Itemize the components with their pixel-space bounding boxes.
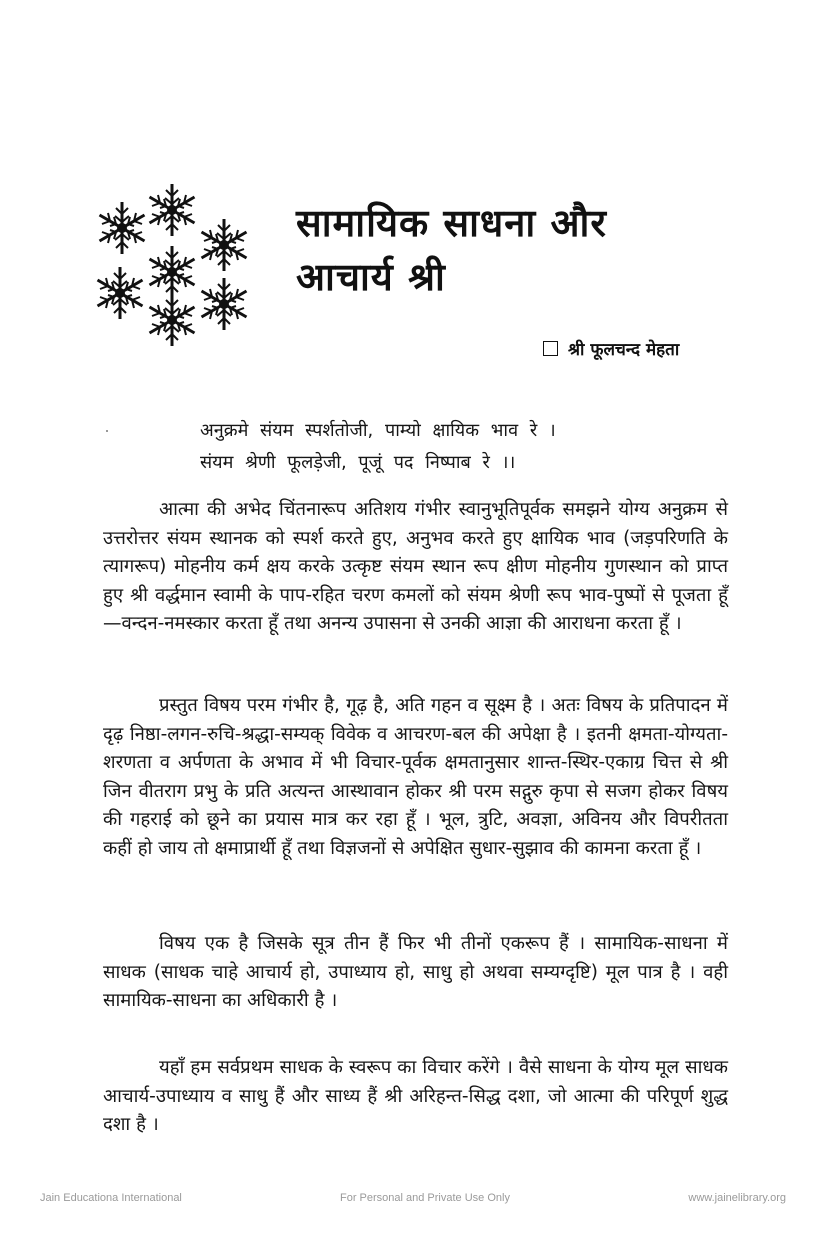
paragraph-2: प्रस्तुत विषय परम गंभीर है, गूढ़ है, अति गहन व सूक्ष्म है । अतः विषय के प्रतिपादन में दृढ़ निष्ठा-लगन-रुचि-श्रद्धा-सम्यक् विवेक व आचरण-बल की अपेक्षा है । इतनी क्षमता-योग्यता-शरणता व अर्पणता के अभाव में भी विचार-पूर्वक क्षमतानुसार शान्त-स्थिर-एकाग्र चित्त से श्री जिन वीतराग प्रभु के प्रति अत्यन्त आस्थावान होकर श्री परम सद्गुरु कृपा से सजग होकर विषय की गहराई को छूने का प्रयास मात्र कर रहा हूँ । भूल, त्रुटि, अवज्ञा, अविनय और विपरीतता कहीं हो जाय तो क्षमाप्रार्थी हूँ तथा विज्ञजनों से अपेक्षित सुधार-सुझाव की कामना करता हूँ । (103, 695, 728, 859)
square-bullet-icon (543, 341, 558, 356)
paragraph-3: विषय एक है जिसके सूत्र तीन हैं फिर भी तीनों एकरूप हैं । सामायिक-साधना में साधक (साधक चाहे आचार्य हो, उपाध्याय हो, साधु हो अथवा सम्यग्दृष्टि) मूल पात्र है । वही सामायिक-साधना का अधिकारी है । (103, 933, 728, 1011)
article-title (296, 196, 607, 304)
paragraph-4: यहाँ हम सर्वप्रथम साधक के स्वरूप का विचार करेंगे । वैसे साधना के योग्य मूल साधक आचार्य-उपाध्याय व साधु हैं और साध्य हैं श्री अरिहन्त-सिद्ध दशा, जो आत्मा की परिपूर्ण शुद्ध दशा है । (103, 1057, 728, 1135)
footer-publisher: Jain Educationa International (40, 1192, 182, 1204)
title-line-2: आचार्य श्री (296, 255, 446, 299)
footer-usage-note: For Personal and Private Use Only (340, 1192, 510, 1204)
paragraph-1: आत्मा की अभेद चिंतनारूप अतिशय गंभीर स्वानुभूतिपूर्वक समझने योग्य अनुक्रम से उत्तरोत्तर संयम स्थानक को स्पर्श करते हुए, अनुभव करते हुए क्षायिक भाव (जड़परिणति के त्यागरूप) मोहनीय कर्म क्षय करके उत्कृष्ट संयम स्थान रूप क्षीण मोहनीय गुणस्थान को प्राप्त हुए श्री वर्द्धमान स्वामी के पाप-रहित चरण कमलों को संयम श्रेणी रूप भाव-पुष्पों से पूजता हूँ—वन्दन-नमस्कार करता हूँ तथा अनन्य उपासना से उनकी आज्ञा की आराधना करता हूँ । (103, 499, 728, 634)
verse-line-2: संयम श्रेणी फूलड़ेजी, पूजूं पद निष्पाब रे ।। (200, 452, 516, 473)
author-name: श्री फूलचन्द मेहता (568, 340, 680, 360)
verse-block (200, 415, 556, 479)
verse-line-1: अनुक्रमे संयम स्पर्शतोजी, पाम्यो क्षायिक भाव रे । (200, 420, 556, 441)
footer-website-link[interactable]: www.jainelibrary.org (688, 1192, 786, 1204)
snowflake-cluster-icon (92, 180, 257, 350)
title-line-1: सामायिक साधना और (296, 201, 607, 245)
scan-speck (106, 430, 108, 432)
author-byline (543, 337, 679, 360)
